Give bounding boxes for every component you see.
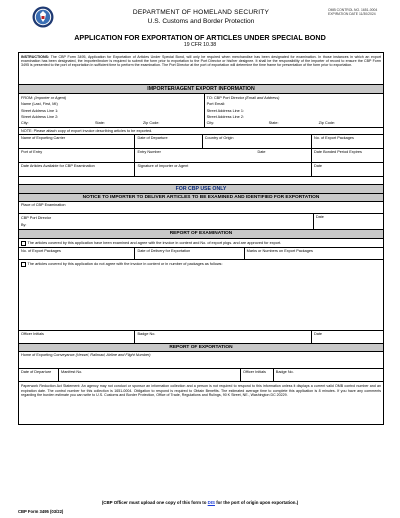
form-header — [18, 6, 384, 32]
footer-note-post: for the port of origin upon exportation.) — [216, 500, 299, 505]
from-address-1[interactable]: Street Address Line 1: — [21, 108, 59, 113]
instructions — [19, 53, 383, 85]
exam-agree-row — [19, 239, 383, 248]
department-name: DEPARTMENT OF HOMELAND SECURITY — [132, 9, 270, 16]
exam-packages-field[interactable]: No. of Export Packages — [19, 248, 135, 259]
cbp-director-date[interactable]: Date — [315, 215, 324, 220]
to-state[interactable]: State: — [268, 121, 279, 126]
exporting-carrier-field[interactable]: Name of Exporting Carrier — [19, 135, 135, 148]
from-address-2[interactable]: Street Address Line 2: — [21, 114, 59, 119]
to-city[interactable]: City: — [206, 121, 215, 126]
marks-field[interactable]: Marks or Numbers on Export Packages — [246, 248, 313, 253]
cbp-director-label: CBP Port Director — [21, 216, 52, 221]
form-title: APPLICATION FOR EXPORTATION OF ARTICLES UNDER SPECIAL BOND — [74, 33, 326, 42]
signature-field[interactable]: Signature of Importer or Agent — [135, 163, 312, 176]
director-row — [19, 214, 383, 230]
exam-officer-initials[interactable]: Officer Initials — [19, 331, 135, 343]
paperwork-reduction-statement: Paperwork Reduction Act Statement: An agency may not conduct or sponsor an information collection and a person is not required to respond to this information unless it displays a current valid OMB control number and an expiration date. The control number for this collection is 1651-0004. Obligation to respond is required to Obtain Benefits. The estimated average time to complete this application is 8 minutes. If you have any comments regarding the burden estimate you can write to U.S. Customs and Border Protection, Office of Trade, Regulations and Rulings, 90 K Street, NE., Washington DC 20229. — [21, 384, 381, 398]
to-zip[interactable]: Zip Code: — [318, 121, 336, 126]
from-to-row — [19, 94, 383, 128]
instructions-label: INSTRUCTIONS: — [21, 54, 50, 59]
entry-number-label: Entry Number — [137, 150, 161, 155]
blank-spacer — [19, 177, 383, 184]
place-exam-field[interactable]: Place of CBP Examination — [21, 203, 66, 208]
spacer-row — [19, 177, 383, 185]
from-block[interactable] — [19, 94, 205, 127]
export-detail-row — [19, 369, 383, 382]
section-heading-importer: IMPORTER/AGENT EXPORT INFORMATION — [19, 85, 383, 94]
from-label: FROM: — [21, 96, 34, 100]
exam-disagree-notes[interactable] — [19, 269, 383, 331]
from-hint: (Importer or Agent) — [34, 96, 67, 100]
exam-date-field[interactable]: Date — [314, 331, 323, 336]
date-departure-field[interactable]: Date of Departure — [135, 135, 202, 148]
exam-disagree-label: The articles covered by this application do not agree with the invoice in content or in number of packages as follows: — [27, 262, 223, 267]
from-city[interactable]: City: — [21, 121, 29, 126]
port-entry-field[interactable]: Port of Entry — [19, 149, 135, 162]
section-notice-heading: NOTICE TO IMPORTER TO DELIVER ARTICLES TO BE EXAMINED AND IDENTIFIED FOR EXPORTATION — [19, 194, 383, 203]
exam-officer-row — [19, 331, 383, 344]
to-address-2[interactable]: Street Address Line 2: — [206, 114, 244, 119]
export-date-departure[interactable]: Date of Departure — [19, 369, 59, 381]
from-state[interactable]: State: — [95, 121, 105, 126]
conveyance-row — [19, 352, 383, 369]
country-origin-field[interactable]: Country of Origin — [203, 135, 312, 148]
exam-packages-row — [19, 248, 383, 260]
signature-date-field[interactable]: Date — [314, 164, 323, 169]
conveyance-label: Home of Exporting Conveyance — [21, 353, 75, 358]
entry-row — [19, 149, 383, 163]
agency-name: U.S. Customs and Border Protection — [147, 17, 255, 25]
section-heading-exam: REPORT OF EXAMINATION — [19, 230, 383, 239]
by-label: By: — [21, 222, 27, 227]
expiration-date: EXPIRATION DATE 11/30/2024 — [328, 11, 376, 16]
port-email-field[interactable]: Port Email: — [206, 102, 226, 107]
carrier-row — [19, 135, 383, 149]
to-block[interactable] — [205, 94, 383, 127]
entry-number-field[interactable] — [135, 149, 312, 162]
exam-badge-field[interactable]: Badge No. — [135, 331, 312, 343]
to-hint: (Email and Address) — [245, 96, 280, 100]
section-heading-export: REPORT OF EXPORTATION — [19, 344, 383, 353]
from-zip[interactable]: Zip Code: — [143, 121, 160, 126]
invoice-note: NOTE: Please attach copy of export invoice describing articles to be exported. — [19, 128, 383, 135]
export-packages-field[interactable]: No. of Export Packages — [313, 136, 354, 141]
exam-agree-label: The articles covered by this application have been examined and agree with the invoice in content and No. of export pkgs. and are approved for export. — [27, 241, 282, 246]
section-heading-cbp: FOR CBP USE ONLY — [19, 185, 383, 194]
export-officer-initials[interactable]: Officer Initials — [241, 369, 274, 381]
cbp-director-field[interactable] — [19, 214, 314, 229]
dis-link[interactable]: DIS — [207, 500, 215, 505]
entry-date-label: Date — [257, 150, 266, 155]
footer-note — [0, 500, 400, 505]
footer-note-pre: (CBP Officer must upload one copy of this form to — [101, 500, 207, 505]
export-badge-field[interactable]: Badge No. — [275, 370, 294, 375]
form-id: CBP Form 3495 (03/22) — [18, 509, 64, 514]
name-field[interactable]: Name (Last, First, MI) — [21, 102, 58, 107]
exam-agree-checkbox[interactable] — [21, 241, 26, 246]
instructions-text: The CBP Form 3495, Application for Exportation of Articles Under Special Bond, will only be required when merchandise has been designated for examination. In those instances in which an export examination has been designated, the importer/broker is required to submit the form prior to exportation to the Port Director or his/her designee. It shall be the responsibility of the importer of record to ensure the CBP Form 3495 is presented to the port of exportation in sufficient time to perform the examination. The Port Director at the port of exportation will determine the time frame for presentation of the form prior to exportation. — [21, 54, 382, 68]
form-body — [18, 52, 384, 425]
to-address-1[interactable]: Street Address Line 1: — [206, 108, 244, 113]
omb-block — [328, 9, 384, 17]
to-label: TO: CBP Port Director — [206, 96, 245, 100]
bonded-period-field[interactable]: Date Bonded Period Expires — [314, 150, 362, 155]
cfr-reference: 19 CFR 10.38 — [183, 42, 217, 48]
exam-disagree-row — [19, 260, 383, 269]
date-available-field[interactable]: Date Articles Available for CBP Examination — [19, 163, 135, 176]
manifest-field[interactable]: Manifest No. — [59, 369, 241, 381]
conveyance-hint: (Vessel, Railroad, Airline and Flight Number) — [75, 353, 151, 358]
omb-control: OMB CONTROL NO. 1651-0004 — [328, 8, 378, 12]
conveyance-field[interactable] — [19, 352, 383, 368]
exam-disagree-checkbox[interactable] — [21, 262, 26, 267]
date-delivery-field[interactable]: Date of Delivery for Exportation — [135, 248, 244, 259]
signature-row — [19, 163, 383, 177]
place-exam-row — [19, 202, 383, 214]
